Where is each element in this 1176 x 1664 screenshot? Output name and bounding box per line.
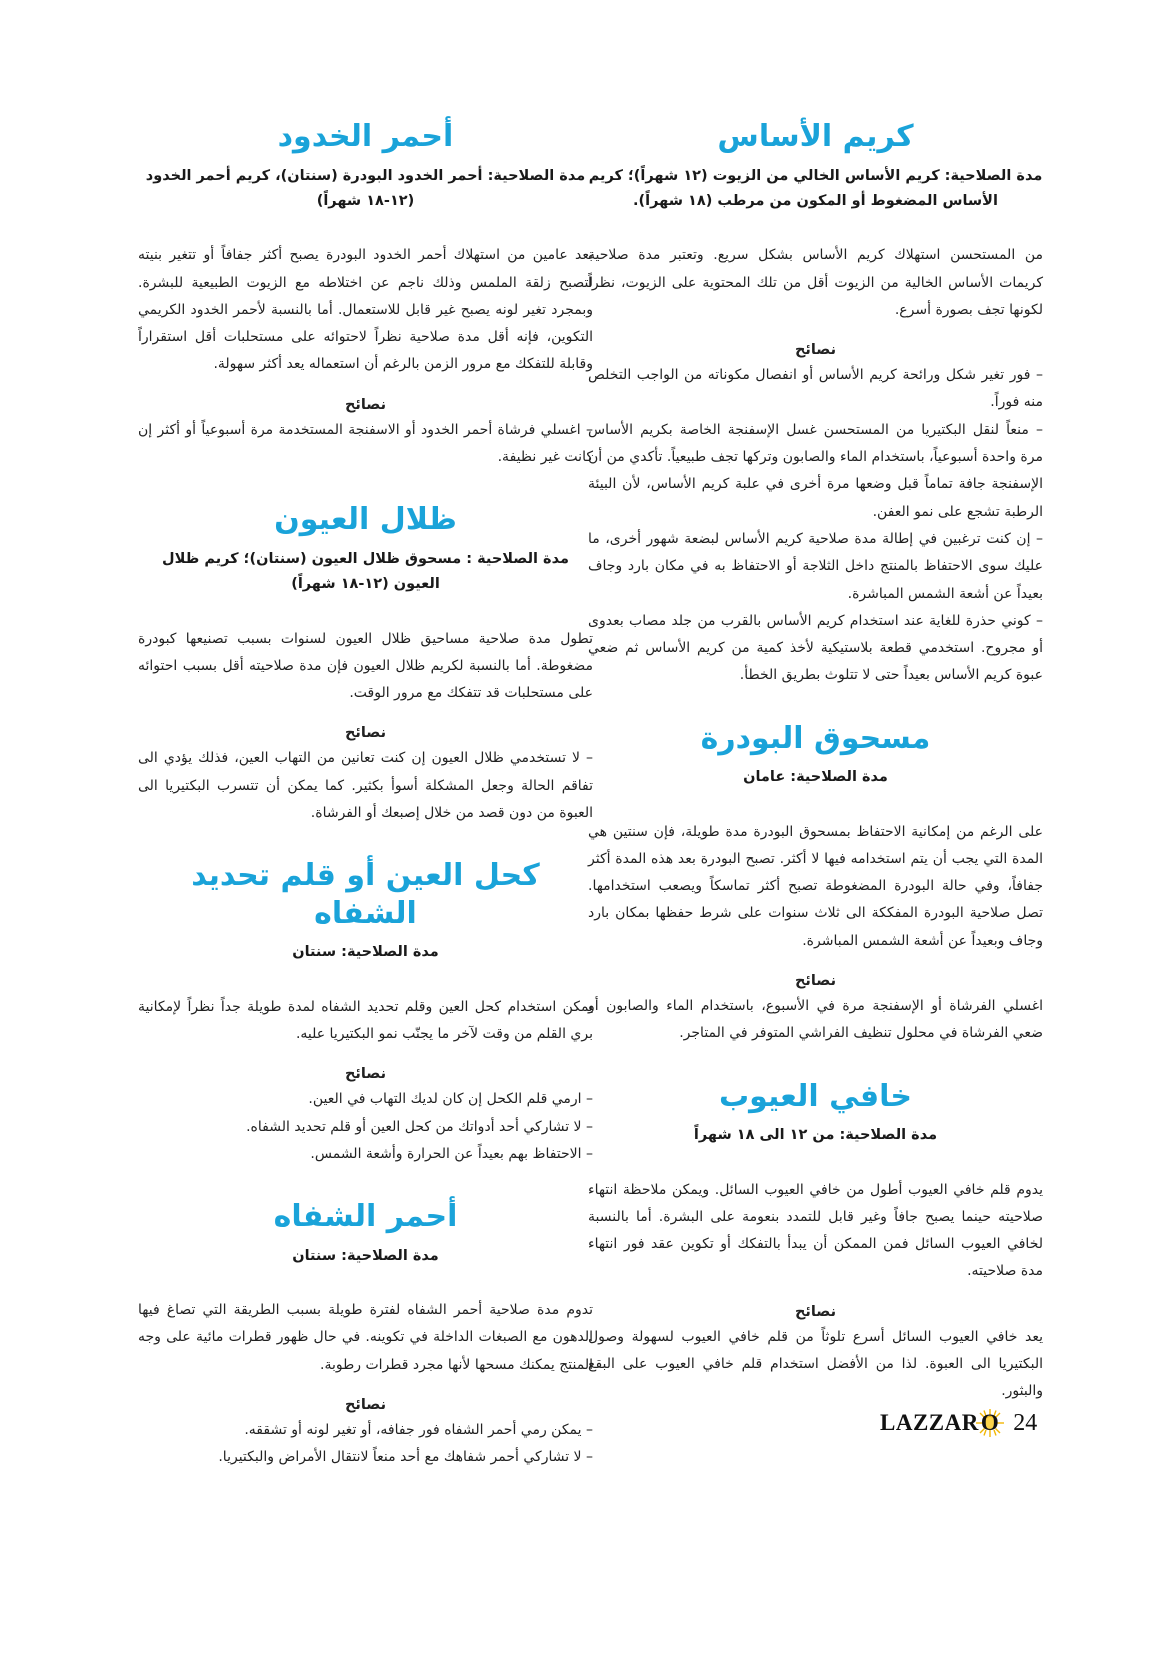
section-body: من المستحسن استهلاك كريم الأساس بشكل سريع. وتعتبر مدة صلاحية كريمات الأساس الخالية من الزيوت أقل من تلك المحتوية على الزيوت، نظراً لكونها تجف بصورة أسرع. [588,247,1043,318]
tips-heading: نصائح [344,396,387,413]
brand-name-a: LAZZAR [880,1410,979,1435]
section-body: يدوم قلم خافي العيوب أطول من خافي العيوب السائل. ويمكن ملاحظة انتهاء صلاحيته حينما يصبح جافاً وغير قابل للتمدد بنعومة على البشرة. أما بالنسبة لخافي العيوب السائل فمن الممكن أن يبدأ بالتفكك أو تكوين عقد فور انتهاء مدة صلاحيته. [588,1181,1043,1280]
tips-heading: نصائح [344,725,387,742]
section-title: أحمر الشفاه [273,1199,458,1235]
tips-list [138,417,593,472]
tips-heading: نصائح [794,973,837,990]
page-footer [880,1405,1060,1441]
tip-item: – منعاً لنقل البكتيريا من المستحسن غسل الإسفنجة الخاصة بكريم الأساس مرة واحدة أسبوعياً، باستخدام الماء والصابون وتركها تجف طبيعياً. تأكدي من أن الإسفنجة جافة تماماً قبل وضعها مرة أخرى في علبة كريم الأساس، لأن البيئة الرطبة تشجع على نمو العفن. [588,421,1043,520]
tip-item: – لا تستخدمي ظلال العيون إن كنت تعانين من التهاب العين، فذلك يؤدي الى تفاقم الحالة وجعل المشكلة أسوأ بكثير. كما يمكن أن تتسرب البكتيريا الى العبوة من دون قصد من خلال إصبعك أو الفرشاة. [138,750,593,822]
brand-logo [880,1408,999,1438]
page-number: 24 [1013,1409,1038,1436]
tips-heading: نصائح [344,1066,387,1083]
tip-item: – كوني حذرة للغاية عند استخدام كريم الأساس بالقرب من جلد مصاب بعدوى أو مجروح. استخدمي قطعة بلاستيكية لأخذ كمية من كريم الأساس ثم ضعي عبوة كريم الأساس بعيداً حتى لا تتلوث بطريق الخطأ. [588,612,1043,684]
section-blush [138,118,593,471]
shelf-life: مدة الصلاحية: سنتان [292,944,439,961]
tips-list [138,1417,593,1472]
shelf-life: مدة الصلاحية: عامان [743,769,888,786]
tip-item: – يمكن رمي أحمر الشفاه فور جفافه، أو تغير لونه أو تشققه. [244,1421,593,1438]
section-body: تطول مدة صلاحية مساحيق ظلال العيون لسنوات بسبب تصنيعها كبودرة مضغوطة. أما بالنسبة لكريم ظلال العيون فإن مدة صلاحيته أقل بسبب احتوائه على مستحلبات قد تتفكك مع مرور الوقت. [138,630,593,702]
section-body: على الرغم من إمكانية الاحتفاظ بمسحوق البودرة مدة طويلة، فإن سنتين هي المدة التي يجب أن يتم استخدامه فيها لا أكثر. تصبح البودرة بعد هذه المدة أكثر جفافاً، وفي حالة البودرة المضغوطة تصبح أكثر تماسكاً ويصعب استخدامها. تصل صلاحية البودرة المفككة الى ثلاث سنوات على شرط حفظها بمكان بارد وجاف وبعيداً عن أشعة الشمس المباشرة. [588,823,1043,949]
tip-item: – ارمي قلم الكحل إن كان لديك التهاب في العين. [308,1091,593,1108]
shelf-life: مدة الصلاحية: سنتان [292,1247,439,1264]
brand-name-b: O [980,1410,1000,1435]
section-title: خافي العيوب [718,1078,912,1114]
section-eyeliner-lipliner [138,857,593,1168]
tips-heading: نصائح [344,1396,387,1413]
tip-item: – لا تشاركي أحد أدواتك من كحل العين أو قلم تحديد الشفاه. [246,1118,593,1135]
tips-heading: نصائح [794,342,837,359]
section-body: بعد عامين من استهلاك أحمر الخدود البودرة يصبح أكثر جفافاً أو تتغير بنيته لتصبح زلقة الملمس وذلك ناجم عن اختلاطه مع الزيوت الطبيعية للبشرة. وبمجرد تغير لونه يصبح غير قابل للاستعمال. أما بالنسبة لأحمر الخدود الكريمي التكوين، فإنه أقل مدة صلاحية نظراً لاحتوائه على مستحلبات أقل استقراراً وقابلة للتفكك مع مرور الزمن بالرغم أن استعماله يعد أكثر سهولة. [138,247,593,373]
tips-list [138,745,593,827]
tip-item: – اغسلي فرشاة أحمر الخدود أو الاسفنجة المستخدمة مرة أسبوعياً أو أكثر إن كانت غير نظيفة. [138,421,593,466]
shelf-life: مدة الصلاحية: كريم الأساس الخالي من الزيوت (١٢ شهراً)؛ كريم الأساس المضغوط أو المكون من مرطب (١٨ شهراً). [588,167,1043,209]
section-lipstick [138,1198,593,1471]
right-column [588,118,1043,1406]
tip-item: اغسلي الفرشاة أو الإسفنجة مرة في الأسبوع، باستخدام الماء والصابون أو ضعي الفرشاة في محلول تنظيف الفراشي المتوفر في المتاجر. [588,998,1043,1042]
tip-item: – الاحتفاظ بهم بعيداً عن الحرارة وأشعة الشمس. [310,1145,593,1162]
section-body: تدوم مدة صلاحية أحمر الشفاه لفترة طويلة بسبب الطريقة التي تصاغ فيها الدهون مع الصبغات الداخلة في تكوينه. في حال ظهور قطرات مائية على وجه المنتج يمكنك مسحها لأنها مجرد قطرات رطوبة. [138,1302,593,1373]
tips-heading: نصائح [794,1303,837,1320]
section-title: ظلال العيون [274,502,457,538]
shelf-life: مدة الصلاحية: أحمر الخدود البودرة (سنتان)، كريم أحمر الخدود (١٢-١٨ شهراً) [145,167,586,209]
tip-item: – إن كنت ترغبين في إطالة مدة صلاحية كريم الأساس لبضعة شهور أخرى، ما عليك سوى الاحتفاظ بالمنتج داخل الثلاجة أو الاحتفاظ به في مكان بارد وجاف بعيداً عن أشعة الشمس المباشرة. [588,530,1043,602]
section-foundation [588,118,1043,690]
section-powder [588,720,1043,1048]
tips-list [138,1086,593,1168]
shelf-life: مدة الصلاحية : مسحوق ظلال العيون (سنتان)؛ كريم ظلال العيون (١٢-١٨ شهراً) [162,550,569,593]
shelf-life: مدة الصلاحية: من ١٢ الى ١٨ شهراً [693,1127,938,1144]
section-concealer [588,1078,1043,1406]
tips-list [588,993,1043,1048]
section-title: أحمر الخدود [277,119,454,154]
section-title: كريم الأساس [717,119,914,154]
section-body: يمكن استخدام كحل العين وقلم تحديد الشفاه لمدة طويلة جداً نظراً لإمكانية بري القلم من وقت لآخر ما يجنّب نمو البكتيريا عليه. [138,998,593,1043]
tips-list [588,362,1043,690]
tip-item: – فور تغير شكل ورائحة كريم الأساس أو انفصال مكوناته من الواجب التخلص منه فوراً. [588,367,1043,411]
section-eyeshadow [138,501,593,827]
tip-item: يعد خافي العيوب السائل أسرع تلوثاً من قلم خافي العيوب لسهولة وصول البكتيريا الى العبوة. لذا من الأفضل استخدام قلم خافي العيوب على البقع والبثور. [588,1328,1043,1400]
tip-item: – لا تشاركي أحمر شفاهك مع أحد منعاً لانتقال الأمراض والبكتيريا. [218,1449,593,1466]
section-title: كحل العين أو قلم تحديد الشفاه [191,858,540,931]
left-column [138,118,593,1472]
tips-list [588,1324,1043,1406]
section-title: مسحوق البودرة [700,720,931,756]
